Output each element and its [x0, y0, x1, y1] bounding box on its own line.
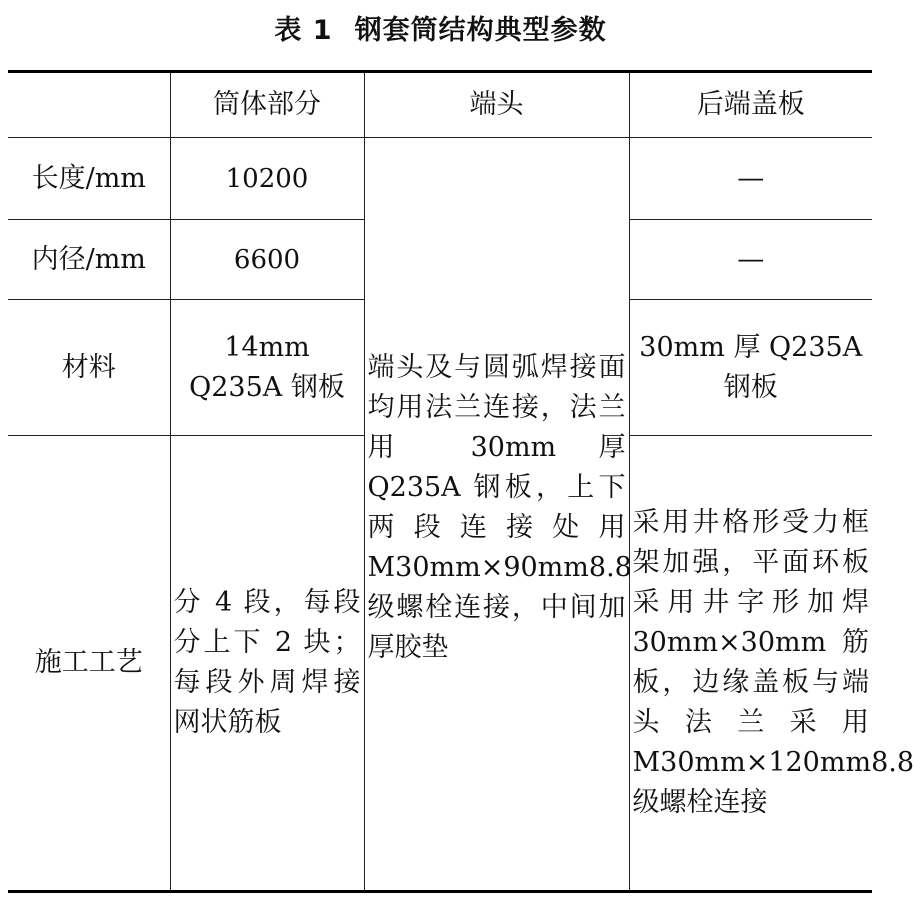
- cell-end-merged: 端头及与圆弧焊接面均用法兰连接，法兰用 30mm 厚 Q235A 钢板，上下两段连接处用 M30mm×90mm8.8 级螺栓连接，中间加厚胶垫: [364, 138, 629, 892]
- cell-diameter-body: 6600: [170, 220, 364, 300]
- cell-length-body: 10200: [170, 138, 364, 220]
- row-label-inner-diameter: 内径/mm: [8, 220, 170, 300]
- header-row: [8, 72, 872, 138]
- header-body-section: 筒体部分: [170, 72, 364, 138]
- row-label-construction: 施工工艺: [8, 436, 170, 892]
- cell-construction-body: 分 4 段，每段分上下 2 块；每段外周焊接网状筋板: [170, 436, 364, 892]
- cell-material-body: 14mm Q235A 钢板: [170, 300, 364, 436]
- row-label-material: 材料: [8, 300, 170, 436]
- header-empty-cell: [8, 72, 170, 138]
- table-title: [0, 8, 881, 47]
- header-rear-cover: 后端盖板: [629, 72, 872, 138]
- cell-material-cover: 30mm 厚 Q235A 钢板: [629, 300, 872, 436]
- table-row: [8, 138, 872, 220]
- cell-diameter-cover: —: [629, 220, 872, 300]
- cell-length-cover: —: [629, 138, 872, 220]
- parameters-table: [8, 70, 914, 893]
- cell-construction-cover: 采用井格形受力框架加强，平面环板采用井字形加焊 30mm×30mm 筋板，边缘盖板与端头法兰采用 M30mm×120mm8.8 级螺栓连接: [629, 436, 872, 892]
- table-number: 表 1: [274, 15, 333, 46]
- header-end-section: 端头: [364, 72, 629, 138]
- row-label-length: 长度/mm: [8, 138, 170, 220]
- table-caption: 钢套筒结构典型参数: [354, 15, 607, 46]
